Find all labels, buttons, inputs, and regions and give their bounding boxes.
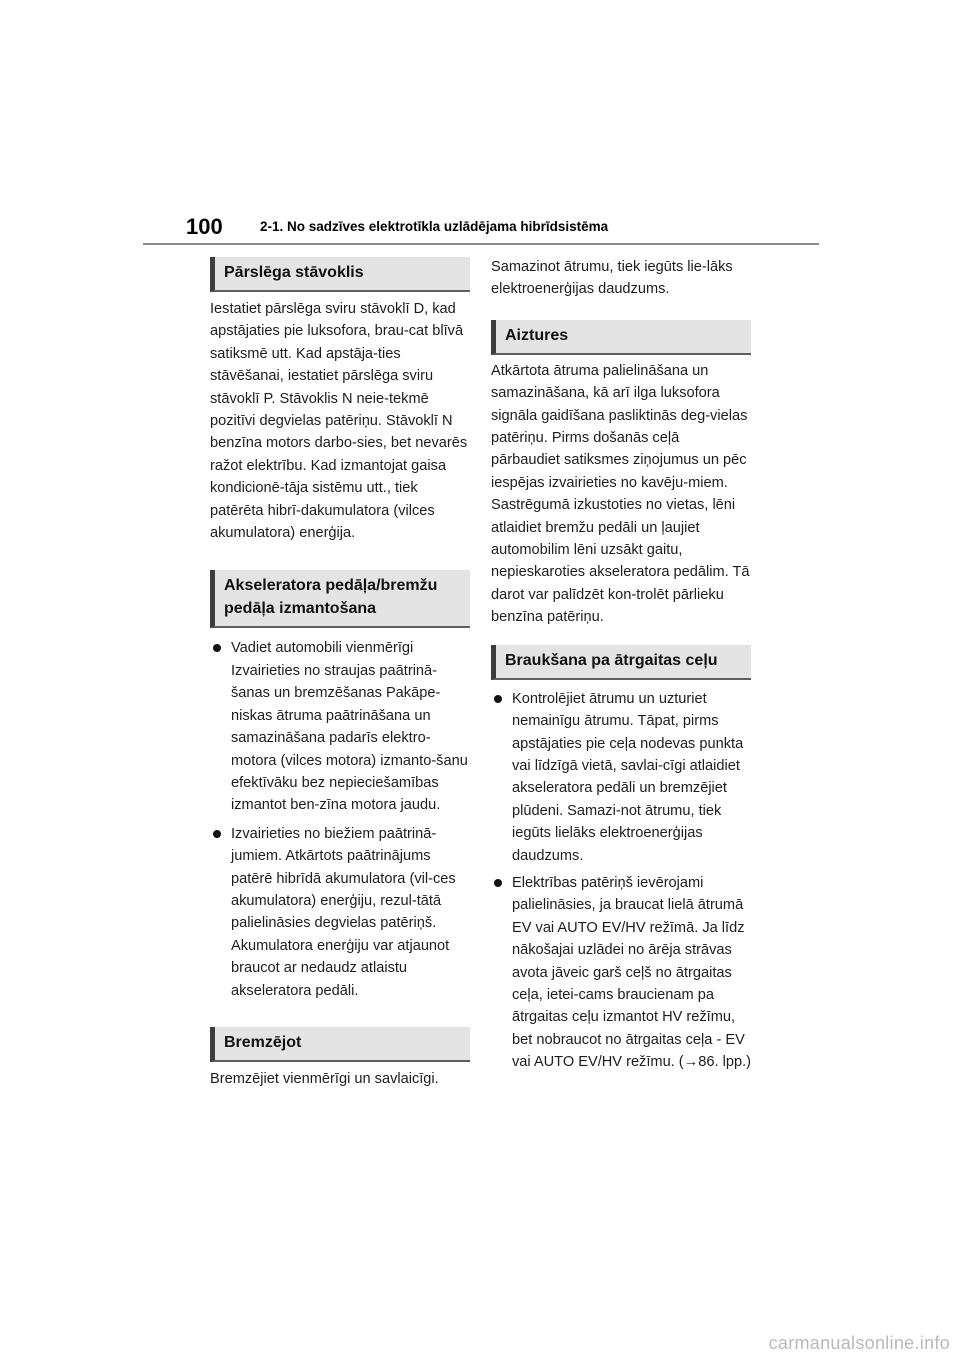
heading-parslega-stavoklis: Pārslēga stāvoklis <box>210 257 470 292</box>
bullet-text-izvairieties: Izvairieties no biežiem paātrinā-jumiem. Atkārtots paātrinājums patērē hibrīdā akumulatora (vil-ces akumulatora) enerģiju, rezul-tātā palielināsies degvielas patēriņš. Akumulatora enerģiju var atjaunot braucot ar nedaudz atlaistu akseleratora pedāli. <box>231 825 456 999</box>
bullet-text-vadiet: Vadiet automobili vienmērīgi Izvairieties no straujas paātrinā-šanas un bremzēšanas Pakāpe-niskas ātruma paātrināšana un samazināšana padarīs elektro-motora (vilces motora) izmanto-šanu efektīvāku bez nepieciešamības izmantot ben-zīna motora jaudu. <box>231 640 468 814</box>
bullet-text-elektribas: Elektrības patēriņš ievērojami palielināsies, ja braucat lielā ātrumā EV vai AUTO EV/HV režīmā. Ja līdz nākošajai uzlādei no ārēja strāvas avota jāveic garš ceļš no ātrgaitas ceļa, ietei-cams braucienam pa ātrgaitas ceļu izmantot HV režīmu, bet nobraucot no ātrgaitas ceļa - EV vai AUTO EV/HV režīmu. (→86. lpp.) <box>512 874 751 1071</box>
bullet-icon <box>213 644 221 652</box>
section-title: 2-1. No sadzīves elektrotīkla uzlādējama hibrīdsistēma <box>260 219 609 234</box>
heading-brauksana-atrgaitas: Braukšana pa ātrgaitas ceļu <box>491 645 751 680</box>
heading-akseleratora-pedala: Akseleratora pedāļa/bremžu pedāļa izmantošana <box>210 570 470 628</box>
watermark: carmanualsonline.info <box>768 1333 950 1353</box>
list-item <box>210 823 470 1002</box>
right-column <box>491 257 751 1074</box>
heading-aiztures: Aiztures <box>491 320 751 355</box>
list-item <box>210 637 470 816</box>
left-column <box>210 257 470 1090</box>
paragraph-parslega: Iestatiet pārslēga sviru stāvoklī D, kad apstājaties pie luksofora, brau-cat blīvā satiksmē utt. Kad apstāja-ties stāvēšanai, iestatiet pārslēga sviru stāvoklī P. Stāvoklis N neie-tekmē pozitīvi degvielas patēriņu. Stāvoklī N benzīna motors darbo-sies, bet nevarēs ražot elektrību. Kad izmantojat gaisa kondicionē-tāja sistēmu utt., tiek patērēta hibrī-dakumulatora (vilces akumulatora) enerģija. <box>210 301 468 542</box>
bullet-text-kontrolejiet: Kontrolējiet ātrumu un uzturiet nemainīgu ātrumu. Tāpat, pirms apstājaties pie ceļa nodevas punkta vai līdzīgā vietā, savlai-cīgi atlaidiet akseleratora pedāli un bremzējiet plūdeni. Samazi-not ātrumu, tiek iegūts lielāks elektroenerģijas daudzums. <box>512 690 744 864</box>
bullet-icon <box>494 695 502 703</box>
bullet-icon <box>213 830 221 838</box>
paragraph-aiztures: Atkārtota ātruma palielināšana un samazināšana, kā arī ilga luksofora signāla gaidīšana pasliktinās deg-vielas patēriņu. Pirms došanās ceļā pārbaudiet satiksmes ziņojumus un pēc iespējas izvairieties no kavēju-miem. Sastrēgumā izkustoties no vietas, lēni atlaidiet bremžu pedāli un ļaujiet automobilim lēni uzsākt gaitu, nepieskaroties akseleratora pedālim. Tā darot var palīdzēt kon-trolēt pārlieku benzīna patēriņu. <box>491 362 750 626</box>
list-item <box>491 872 751 1074</box>
heading-bremzejot: Bremzējot <box>210 1027 470 1062</box>
paragraph-bremzejot: Bremzējiet vienmērīgi un savlaicīgi. <box>210 1070 439 1087</box>
bullet-icon <box>494 879 502 887</box>
page-number: 100 <box>186 214 223 239</box>
header-divider <box>143 243 819 245</box>
paragraph-samazinot: Samazinot ātrumu, tiek iegūts lie-lāks elektroenerģijas daudzums. <box>491 259 733 298</box>
list-item <box>491 688 751 867</box>
